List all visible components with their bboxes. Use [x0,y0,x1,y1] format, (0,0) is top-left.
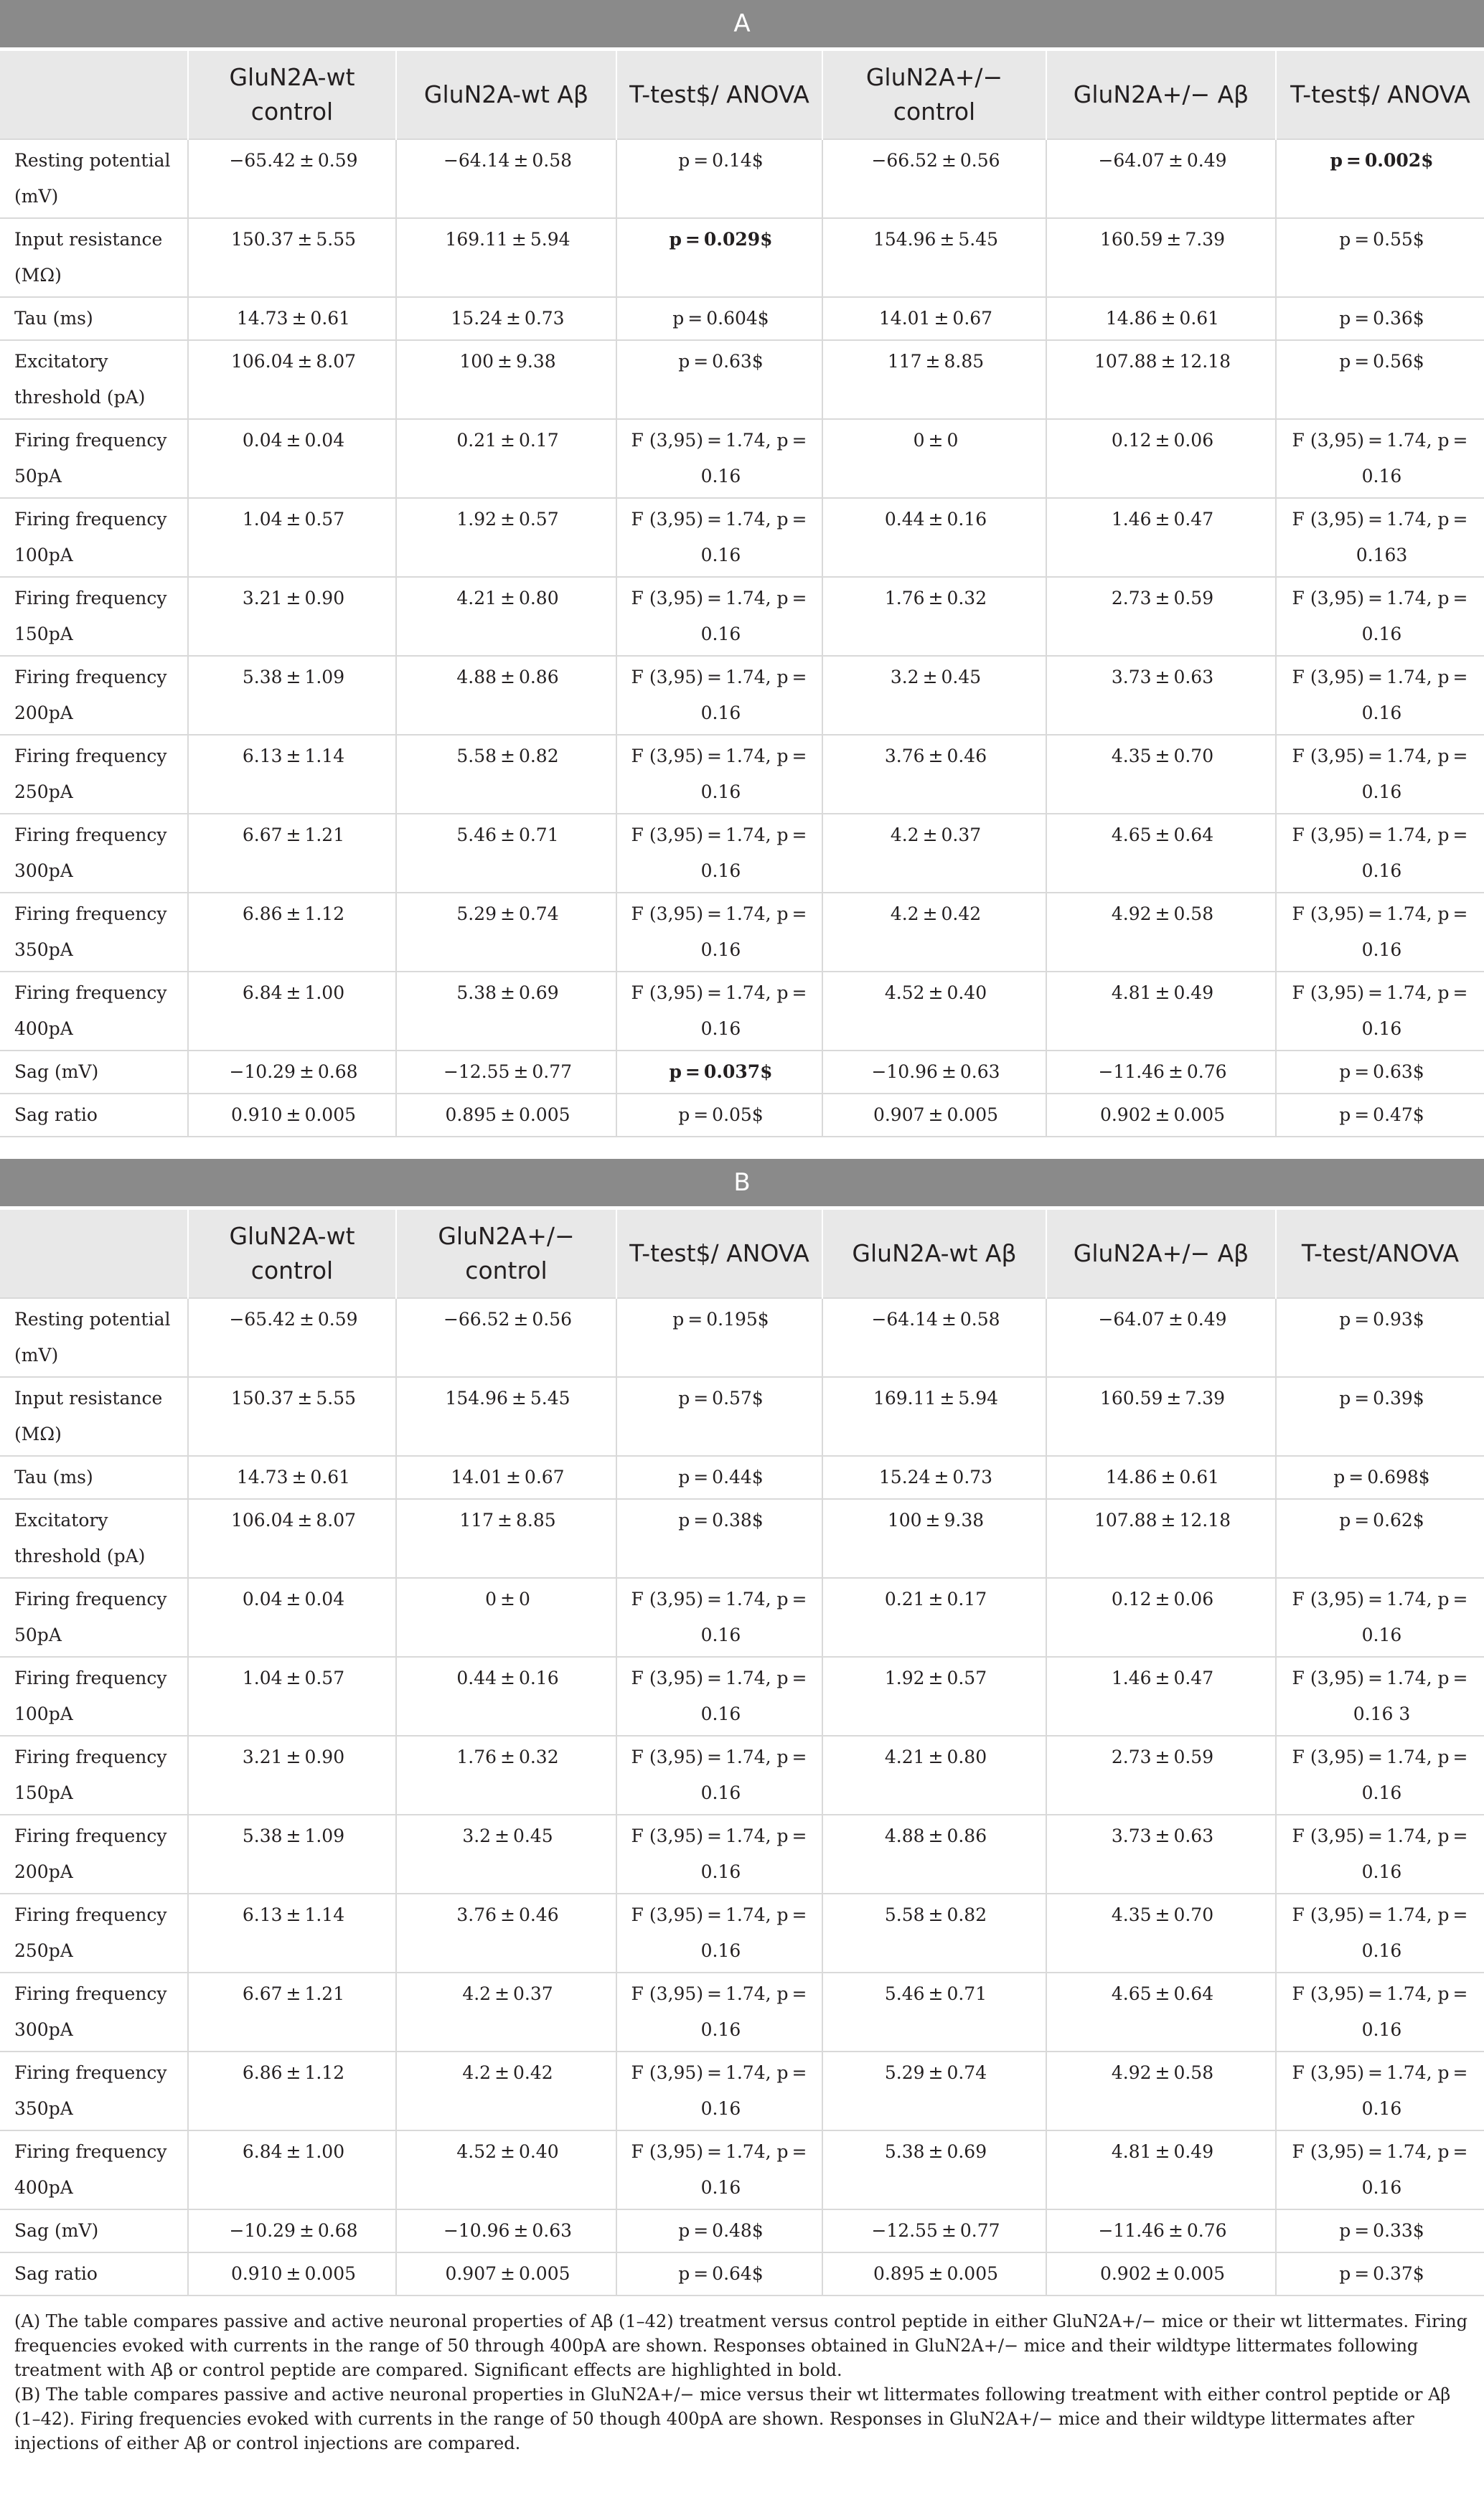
table-cell: 4.65 ± 0.64 [1046,814,1276,893]
header-cell: GluN2A-wt Aβ [822,1210,1046,1298]
table-cell: 4.81 ± 0.49 [1046,2130,1276,2209]
table-row [0,297,1484,340]
table-cell: 6.13 ± 1.14 [188,1894,396,1973]
row-label: Firing frequency 100pA [0,1657,188,1736]
table-cell: 0.44 ± 0.16 [822,498,1046,577]
table-cell: F (3,95) = 1.74, p = 0.16 [616,893,822,972]
table-cell-significant: p = 0.002$ [1276,139,1484,218]
table-cell: 14.86 ± 0.61 [1046,297,1276,340]
table-cell: p = 0.604$ [616,297,822,340]
header-row [0,1210,1484,1298]
table-cell-significant: p = 0.029$ [616,218,822,297]
table-cell: F (3,95) = 1.74, p = 0.16 [616,1578,822,1657]
table-cell: −11.46 ± 0.76 [1046,2209,1276,2252]
table-cell: 2.73 ± 0.59 [1046,577,1276,656]
header-cell: T-test$/ ANOVA [1276,51,1484,139]
table-cell: 14.73 ± 0.61 [188,297,396,340]
table-cell: −10.29 ± 0.68 [188,1051,396,1094]
row-label: Tau (ms) [0,1456,188,1499]
table-cell: 106.04 ± 8.07 [188,340,396,419]
row-label: Firing frequency 300pA [0,814,188,893]
table-cell: −64.14 ± 0.58 [822,1298,1046,1377]
table-cell: F (3,95) = 1.74, p = 0.16 [1276,1973,1484,2052]
table-cell: p = 0.56$ [1276,340,1484,419]
row-label: Firing frequency 50pA [0,419,188,498]
table-cell: p = 0.64$ [616,2252,822,2295]
table-cell: p = 0.38$ [616,1499,822,1578]
table-row [0,656,1484,735]
table-cell: −10.96 ± 0.63 [396,2209,616,2252]
table-cell: F (3,95) = 1.74, p = 0.16 [1276,893,1484,972]
table-cell: p = 0.44$ [616,1456,822,1499]
table-cell: −66.52 ± 0.56 [396,1298,616,1377]
table-cell: 169.11 ± 5.94 [822,1377,1046,1456]
table-cell: 160.59 ± 7.39 [1046,1377,1276,1456]
table-cell: 15.24 ± 0.73 [822,1456,1046,1499]
row-label: Excitatory threshold (pA) [0,1499,188,1578]
table-row [0,2252,1484,2295]
table-cell: F (3,95) = 1.74, p = 0.16 [616,972,822,1051]
row-label: Excitatory threshold (pA) [0,340,188,419]
table-cell: 3.76 ± 0.46 [822,735,1046,814]
table-cell: 4.65 ± 0.64 [1046,1973,1276,2052]
header-cell: T-test$/ ANOVA [616,1210,822,1298]
table-cell: p = 0.63$ [1276,1051,1484,1094]
table-cell: −66.52 ± 0.56 [822,139,1046,218]
table-row [0,1973,1484,2052]
table-cell: 6.67 ± 1.21 [188,1973,396,2052]
table-cell: F (3,95) = 1.74, p = 0.16 [616,1973,822,2052]
row-label: Firing frequency 250pA [0,735,188,814]
table-cell: 0.04 ± 0.04 [188,419,396,498]
table-cell: 1.46 ± 0.47 [1046,1657,1276,1736]
table-row [0,1094,1484,1137]
table-cell: 1.76 ± 0.32 [396,1736,616,1815]
table-cell: p = 0.93$ [1276,1298,1484,1377]
table-cell: F (3,95) = 1.74, p = 0.16 [616,1657,822,1736]
table-cell: p = 0.63$ [616,340,822,419]
panel-a-table [0,51,1484,1137]
table-cell: 106.04 ± 8.07 [188,1499,396,1578]
header-cell: GluN2A+/− control [822,51,1046,139]
table-cell: 4.2 ± 0.37 [822,814,1046,893]
table-cell: 4.2 ± 0.42 [396,2052,616,2130]
table-cell: 3.73 ± 0.63 [1046,656,1276,735]
row-label: Firing frequency 250pA [0,1894,188,1973]
table-cell: 6.86 ± 1.12 [188,893,396,972]
table-cell: 5.58 ± 0.82 [822,1894,1046,1973]
table-cell: F (3,95) = 1.74, p = 0.16 [616,577,822,656]
table-cell: 0.895 ± 0.005 [396,1094,616,1137]
row-label: Firing frequency 150pA [0,577,188,656]
table-cell: 0.910 ± 0.005 [188,1094,396,1137]
table-cell: p = 0.195$ [616,1298,822,1377]
table-cell: p = 0.33$ [1276,2209,1484,2252]
header-row [0,51,1484,139]
table-footnote [0,2296,1484,2456]
table-cell: F (3,95) = 1.74, p = 0.16 [616,1894,822,1973]
table-cell: 3.21 ± 0.90 [188,577,396,656]
row-label: Firing frequency 400pA [0,972,188,1051]
table-cell: 6.84 ± 1.00 [188,972,396,1051]
footnote-b: (B) The table compares passive and active neuronal properties in GluN2A+/− mice versus their wt littermates following treatment with either control peptide or Aβ (1–42). Firing frequencies evoked with currents in the range of 50 though 400pA are shown. Responses in GluN2A+/− mice and their wildtype littermates after injections of either Aβ or control injections are compared. [14,2384,1451,2453]
table-cell: 4.92 ± 0.58 [1046,893,1276,972]
table-cell: 150.37 ± 5.55 [188,1377,396,1456]
table-cell: F (3,95) = 1.74, p = 0.16 [616,735,822,814]
table-row [0,139,1484,218]
row-label: Firing frequency 400pA [0,2130,188,2209]
table-cell: F (3,95) = 1.74, p = 0.16 3 [1276,1657,1484,1736]
table-cell: 14.01 ± 0.67 [822,297,1046,340]
table-cell: 5.38 ± 1.09 [188,1815,396,1894]
table-cell: 5.46 ± 0.71 [822,1973,1046,2052]
table-cell: F (3,95) = 1.74, p = 0.163 [1276,498,1484,577]
table-row [0,1298,1484,1377]
table-cell: −12.55 ± 0.77 [822,2209,1046,2252]
table-cell: 0.902 ± 0.005 [1046,2252,1276,2295]
table-cell: 4.88 ± 0.86 [396,656,616,735]
table-cell: 100 ± 9.38 [822,1499,1046,1578]
table-cell: p = 0.57$ [616,1377,822,1456]
header-cell: GluN2A+/− control [396,1210,616,1298]
header-cell: GluN2A-wt control [188,51,396,139]
table-cell: −64.07 ± 0.49 [1046,1298,1276,1377]
header-cell: GluN2A-wt control [188,1210,396,1298]
table-cell: F (3,95) = 1.74, p = 0.16 [616,656,822,735]
table-row [0,1377,1484,1456]
header-cell [0,1210,188,1298]
table-row [0,218,1484,297]
table-cell: 0.21 ± 0.17 [396,419,616,498]
table-row [0,1657,1484,1736]
header-cell: T-test$/ ANOVA [616,51,822,139]
table-cell: −65.42 ± 0.59 [188,139,396,218]
table-cell: 14.73 ± 0.61 [188,1456,396,1499]
table-row [0,419,1484,498]
table-cell: F (3,95) = 1.74, p = 0.16 [616,1815,822,1894]
table-cell: p = 0.55$ [1276,218,1484,297]
table-cell: p = 0.14$ [616,139,822,218]
header-cell: GluN2A-wt Aβ [396,51,616,139]
table-cell: F (3,95) = 1.74, p = 0.16 [616,2130,822,2209]
table-cell: 5.29 ± 0.74 [396,893,616,972]
table-cell: 4.2 ± 0.37 [396,1973,616,2052]
table-cell: 5.46 ± 0.71 [396,814,616,893]
table-cell: 5.38 ± 0.69 [396,972,616,1051]
table-cell: −10.29 ± 0.68 [188,2209,396,2252]
footnote-a: (A) The table compares passive and active neuronal properties of Aβ (1–42) treatment versus control peptide in either GluN2A+/− mice or their wt littermates. Firing frequencies evoked with currents in the range of 50 through 400pA are shown. Responses obtained in GluN2A+/− mice and their wildtype littermates following treatment with Aβ or control peptide are compared. Significant effects are highlighted in bold. [14,2311,1467,2380]
table-cell: 0 ± 0 [396,1578,616,1657]
table-cell: 4.52 ± 0.40 [396,2130,616,2209]
table-cell: p = 0.37$ [1276,2252,1484,2295]
table-cell: p = 0.47$ [1276,1094,1484,1137]
row-label: Firing frequency 350pA [0,2052,188,2130]
table-cell: 6.13 ± 1.14 [188,735,396,814]
table-cell: 1.76 ± 0.32 [822,577,1046,656]
table-row [0,577,1484,656]
table-cell: 4.92 ± 0.58 [1046,2052,1276,2130]
table-cell: −11.46 ± 0.76 [1046,1051,1276,1094]
table-cell: p = 0.62$ [1276,1499,1484,1578]
row-label: Tau (ms) [0,297,188,340]
row-label: Firing frequency 200pA [0,1815,188,1894]
table-cell: 117 ± 8.85 [396,1499,616,1578]
table-cell: −10.96 ± 0.63 [822,1051,1046,1094]
row-label: Firing frequency 350pA [0,893,188,972]
header-cell: GluN2A+/− Aβ [1046,1210,1276,1298]
table-cell: 5.38 ± 0.69 [822,2130,1046,2209]
table-cell: 1.04 ± 0.57 [188,1657,396,1736]
table-cell: 0.44 ± 0.16 [396,1657,616,1736]
table-cell: p = 0.39$ [1276,1377,1484,1456]
table-cell: 4.35 ± 0.70 [1046,735,1276,814]
panel-b-title: B [0,1159,1484,1210]
panel-a-title: A [0,0,1484,51]
table-cell: F (3,95) = 1.74, p = 0.16 [1276,1815,1484,1894]
table-cell: 1.92 ± 0.57 [396,498,616,577]
header-cell [0,51,188,139]
table-cell: F (3,95) = 1.74, p = 0.16 [1276,1894,1484,1973]
table-row [0,1736,1484,1815]
table-cell: −64.07 ± 0.49 [1046,139,1276,218]
table-cell: −12.55 ± 0.77 [396,1051,616,1094]
table-cell: 5.58 ± 0.82 [396,735,616,814]
table-cell: 3.2 ± 0.45 [822,656,1046,735]
table-cell: F (3,95) = 1.74, p = 0.16 [1276,735,1484,814]
row-label: Firing frequency 150pA [0,1736,188,1815]
row-label: Firing frequency 100pA [0,498,188,577]
table-cell: 1.46 ± 0.47 [1046,498,1276,577]
table-row [0,735,1484,814]
table-cell: F (3,95) = 1.74, p = 0.16 [616,498,822,577]
table-cell: 2.73 ± 0.59 [1046,1736,1276,1815]
table-cell: p = 0.698$ [1276,1456,1484,1499]
table-cell: 6.86 ± 1.12 [188,2052,396,2130]
table-cell: p = 0.05$ [616,1094,822,1137]
table-cell: 0.902 ± 0.005 [1046,1094,1276,1137]
table-cell: 1.04 ± 0.57 [188,498,396,577]
table-cell: F (3,95) = 1.74, p = 0.16 [1276,2130,1484,2209]
table-row [0,1578,1484,1657]
table-cell: 0.907 ± 0.005 [822,1094,1046,1137]
table-cell: 0.12 ± 0.06 [1046,419,1276,498]
table-cell: F (3,95) = 1.74, p = 0.16 [616,419,822,498]
row-label: Sag ratio [0,1094,188,1137]
table-cell: F (3,95) = 1.74, p = 0.16 [1276,2052,1484,2130]
table-cell: 0 ± 0 [822,419,1046,498]
table-cell: −65.42 ± 0.59 [188,1298,396,1377]
table-cell: p = 0.48$ [616,2209,822,2252]
table-cell: 6.84 ± 1.00 [188,2130,396,2209]
table-cell: 14.01 ± 0.67 [396,1456,616,1499]
table-cell: 107.88 ± 12.18 [1046,1499,1276,1578]
table-cell: 5.38 ± 1.09 [188,656,396,735]
row-label: Sag (mV) [0,2209,188,2252]
table-cell: F (3,95) = 1.74, p = 0.16 [1276,972,1484,1051]
table-row [0,1051,1484,1094]
table-row [0,498,1484,577]
table-cell: 0.04 ± 0.04 [188,1578,396,1657]
row-label: Input resistance (MΩ) [0,218,188,297]
table-row [0,2052,1484,2130]
table-cell: −64.14 ± 0.58 [396,139,616,218]
table-cell: 0.907 ± 0.005 [396,2252,616,2295]
row-label: Firing frequency 300pA [0,1973,188,2052]
table-cell: F (3,95) = 1.74, p = 0.16 [1276,1578,1484,1657]
table-cell: 4.2 ± 0.42 [822,893,1046,972]
row-label: Sag ratio [0,2252,188,2295]
table-cell: 169.11 ± 5.94 [396,218,616,297]
row-label: Resting potential (mV) [0,139,188,218]
table-row [0,814,1484,893]
table-cell: F (3,95) = 1.74, p = 0.16 [616,814,822,893]
table-cell: 0.895 ± 0.005 [822,2252,1046,2295]
table-row [0,340,1484,419]
table-row [0,2209,1484,2252]
table-cell: 4.21 ± 0.80 [822,1736,1046,1815]
table-cell: 100 ± 9.38 [396,340,616,419]
table-row [0,972,1484,1051]
header-cell: GluN2A+/− Aβ [1046,51,1276,139]
row-label: Resting potential (mV) [0,1298,188,1377]
table-cell: 4.52 ± 0.40 [822,972,1046,1051]
header-cell: T-test/ANOVA [1276,1210,1484,1298]
table-cell: 3.2 ± 0.45 [396,1815,616,1894]
table-cell-significant: p = 0.037$ [616,1051,822,1094]
table-cell: 3.76 ± 0.46 [396,1894,616,1973]
table-row [0,1499,1484,1578]
table-cell: 4.81 ± 0.49 [1046,972,1276,1051]
table-cell: F (3,95) = 1.74, p = 0.16 [1276,419,1484,498]
table-row [0,2130,1484,2209]
table-cell: 154.96 ± 5.45 [396,1377,616,1456]
table-cell: 14.86 ± 0.61 [1046,1456,1276,1499]
table-cell: p = 0.36$ [1276,297,1484,340]
row-label: Firing frequency 200pA [0,656,188,735]
table-cell: 3.73 ± 0.63 [1046,1815,1276,1894]
table-cell: F (3,95) = 1.74, p = 0.16 [1276,577,1484,656]
table-cell: 0.910 ± 0.005 [188,2252,396,2295]
table-cell: 5.29 ± 0.74 [822,2052,1046,2130]
table-cell: 15.24 ± 0.73 [396,297,616,340]
table-cell: F (3,95) = 1.74, p = 0.16 [1276,814,1484,893]
table-cell: F (3,95) = 1.74, p = 0.16 [1276,1736,1484,1815]
table-cell: 4.21 ± 0.80 [396,577,616,656]
table-cell: 150.37 ± 5.55 [188,218,396,297]
table-cell: 117 ± 8.85 [822,340,1046,419]
table-cell: 3.21 ± 0.90 [188,1736,396,1815]
row-label: Sag (mV) [0,1051,188,1094]
row-label: Input resistance (MΩ) [0,1377,188,1456]
table-cell: 0.12 ± 0.06 [1046,1578,1276,1657]
table-row [0,1456,1484,1499]
table-row [0,1815,1484,1894]
panel-b-table [0,1210,1484,2296]
table-row [0,893,1484,972]
table-cell: 4.88 ± 0.86 [822,1815,1046,1894]
table-cell: 4.35 ± 0.70 [1046,1894,1276,1973]
table-cell: 1.92 ± 0.57 [822,1657,1046,1736]
table-cell: 6.67 ± 1.21 [188,814,396,893]
table-cell: 0.21 ± 0.17 [822,1578,1046,1657]
table-cell: F (3,95) = 1.74, p = 0.16 [616,2052,822,2130]
table-cell: 160.59 ± 7.39 [1046,218,1276,297]
table-cell: F (3,95) = 1.74, p = 0.16 [1276,656,1484,735]
table-cell: 154.96 ± 5.45 [822,218,1046,297]
row-label: Firing frequency 50pA [0,1578,188,1657]
table-cell: 107.88 ± 12.18 [1046,340,1276,419]
table-row [0,1894,1484,1973]
table-cell: F (3,95) = 1.74, p = 0.16 [616,1736,822,1815]
